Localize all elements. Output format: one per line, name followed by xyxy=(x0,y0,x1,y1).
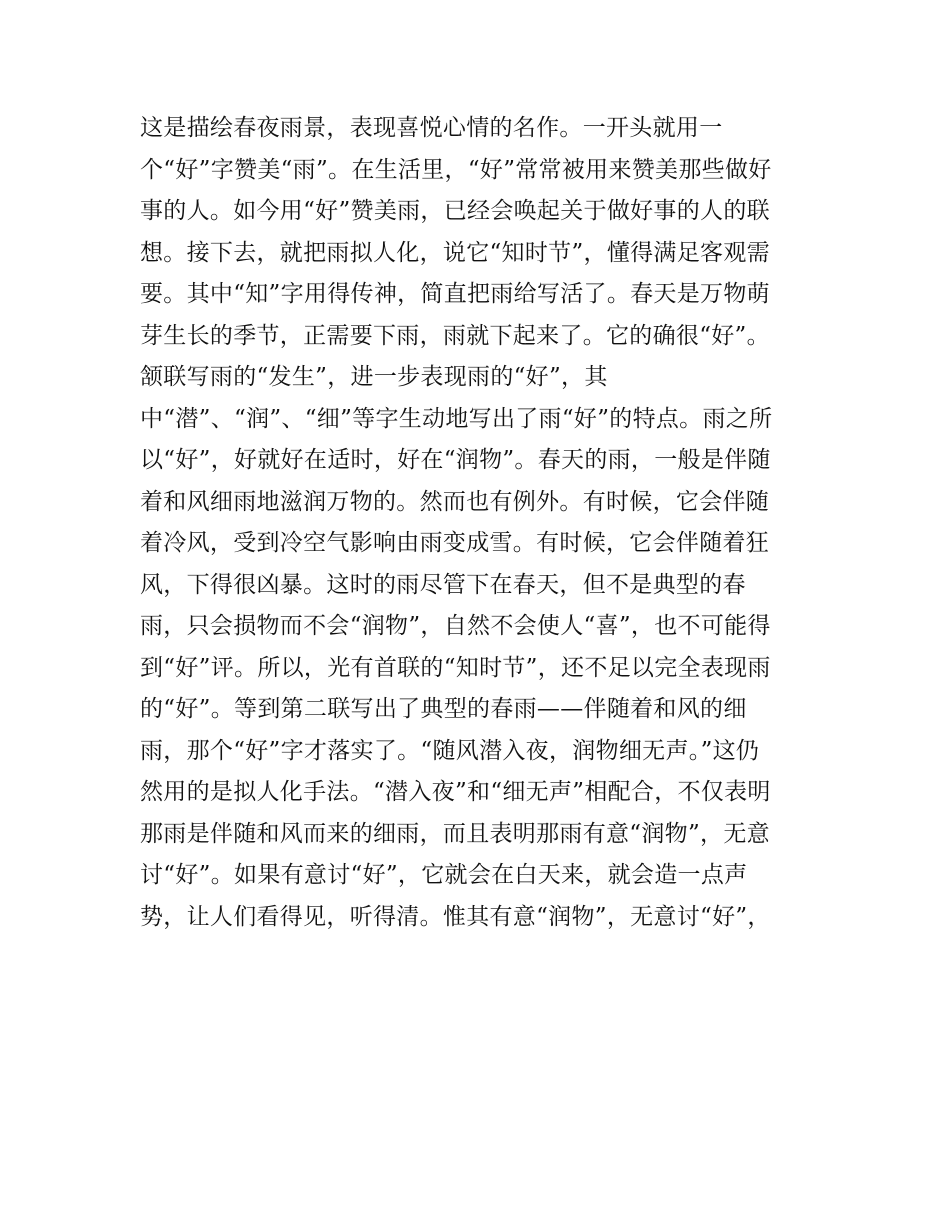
text-line: 着和风细雨地滋润万物的。然而也有例外。有时候，它会伴随 xyxy=(140,488,770,515)
text-line: 的“好”。等到第二联写出了典型的春雨——伴随着和风的细 xyxy=(140,696,747,722)
text-line: 中“潜”、“润”、“细”等字生动地写出了雨“好”的特点。雨之所 xyxy=(140,405,773,432)
body-text xyxy=(140,108,840,938)
text-line: 然用的是拟人化手法。“潜入夜”和“细无声”相配合，不仅表明 xyxy=(140,779,771,805)
text-line: 事的人。如今用“好”赞美雨，已经会唤起关于做好事的人的联 xyxy=(140,198,770,224)
text-line: 要。其中“知”字用得传神，简直把雨给写活了。春天是万物萌 xyxy=(140,281,770,307)
text-line: 那雨是伴随和风而来的细雨，而且表明那雨有意“润物”，无意 xyxy=(140,820,770,847)
text-line: 风，下得很凶暴。这时的雨尽管下在春天，但不是典型的春 xyxy=(140,571,746,598)
text-line: 想。接下去，就把雨拟人化，说它“知时节”，懂得满足客观需 xyxy=(140,239,770,266)
text-line: 芽生长的季节，正需要下雨，雨就下起来了。它的确很“好”。 xyxy=(140,322,770,349)
text-line: 到“好”评。所以，光有首联的“知时节”，还不足以完全表现雨 xyxy=(140,654,771,681)
text-line: 势，让人们看得见，听得清。惟其有意“润物”，无意讨“好”， xyxy=(140,903,771,930)
text-line: 以“好”，好就好在适时，好在“润物”。春天的雨，一般是伴随 xyxy=(140,447,771,473)
text-line: 讨“好”。如果有意讨“好”，它就会在白天来，就会造一点声 xyxy=(140,862,748,888)
text-line: 着冷风，受到冷空气影响由雨变成雪。有时候，它会伴随着狂 xyxy=(140,530,770,556)
text-line: 颔联写雨的“发生”，进一步表现雨的“好”，其 xyxy=(140,364,608,390)
text-line: 雨，那个“好”字才落实了。“随风潜入夜，润物细无声。”这仍 xyxy=(140,737,760,764)
text-line: 雨，只会损物而不会“润物”，自然不会使人“喜”，也不可能得 xyxy=(140,613,771,639)
text-line: 个“好”字赞美“雨”。在生活里，“好”常常被用来赞美那些做好 xyxy=(140,156,772,183)
text-line: 这是描绘春夜雨景，表现喜悦心情的名作。一开头就用一 xyxy=(140,115,723,141)
